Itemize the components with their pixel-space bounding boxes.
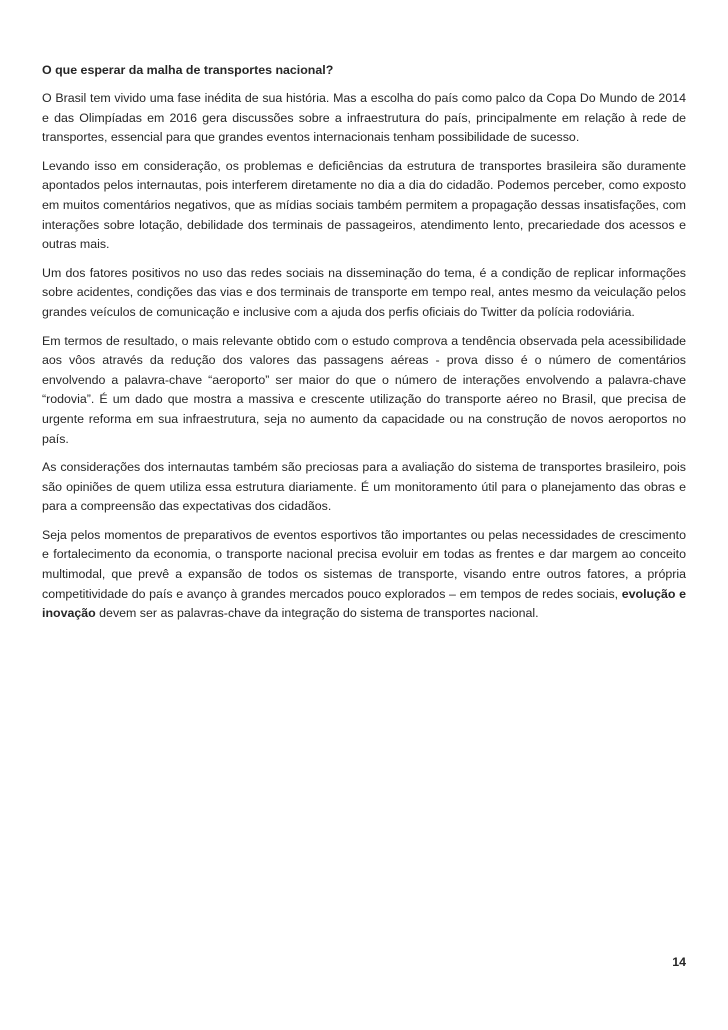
paragraph-3: Um dos fatores positivos no uso das redes sociais na disseminação do tema, é a condição de replicar informações sobre acidentes, condições das vias e dos terminais de transporte em tempo real, antes mesmo da veiculação pelos grandes veículos de comunicação e inclusive com a ajuda dos perfis oficiais do Twitter da polícia rodoviária.	[42, 265, 686, 319]
paragraph-1: O Brasil tem vivido uma fase inédita de sua história. Mas a escolha do país como palco da Copa Do Mundo de 2014 e das Olimpíadas em 2016 gera discussões sobre a infraestrutura do país, principalmente em relação à rede de transportes, essencial para que grandes eventos internacionais tenham possibilidade de sucesso.	[42, 91, 686, 145]
paragraph-2: Levando isso em consideração, os problemas e deficiências da estrutura de transportes brasileira são duramente apontados pelos internautas, pois interferem diretamente no dia a dia do cidadão. Podemos perceber, como exposto em muitos comentários negativos, que as mídias sociais também permitem a propagação dessas insatisfações, com interações sobre lotação, debilidade dos terminais de passageiros, atendimento lento, precariedade dos acessos e outras mais.	[42, 158, 686, 252]
paragraph-6-bold-text: evolução e inovação	[42, 586, 686, 621]
paragraph-5: As considerações dos internautas também são preciosas para a avaliação do sistema de transportes brasileiro, pois são opiniões de quem utiliza essa estrutura diariamente. É um monitoramento útil para o planejamento das obras e para a compreensão das expectativas dos cidadãos.	[42, 460, 686, 514]
section-heading: O que esperar da malha de transportes nacional?	[42, 63, 334, 77]
paragraph-6-text-end: devem ser as palavras-chave da integração do sistema de transportes nacional.	[95, 606, 539, 621]
document-body	[42, 62, 686, 633]
paragraph-6-text: Seja pelos momentos de preparativos de eventos esportivos tão importantes ou pelas necessidades de crescimento e fortalecimento da economia, o transporte nacional precisa evoluir em todas as frentes e dar margem ao conceito multimodal, que prevê a expansão de todos os sistemas de transporte, visando entre outros fatores, a própria competitividade do país e avanço à grandes mercados pouco explorados – em tempos de redes sociais,	[42, 527, 686, 601]
paragraph-4: Em termos de resultado, o mais relevante obtido com o estudo comprova a tendência observada pela acessibilidade aos vôos através da redução dos valores das passagens aéreas - prova disso é o número de comentários envolvendo a palavra-chave “aeroporto” ser maior do que o número de interações envolvendo a palavra-chave “rodovia”. É um dado que mostra a massiva e crescente utilização do transporte aéreo no Brasil, que precisa de urgente reforma em sua infraestrutura, seja no aumento da capacidade ou na construção de novos aeroportos no país.	[42, 333, 686, 446]
paragraph-6	[42, 526, 686, 624]
page-number: 14	[672, 955, 686, 969]
